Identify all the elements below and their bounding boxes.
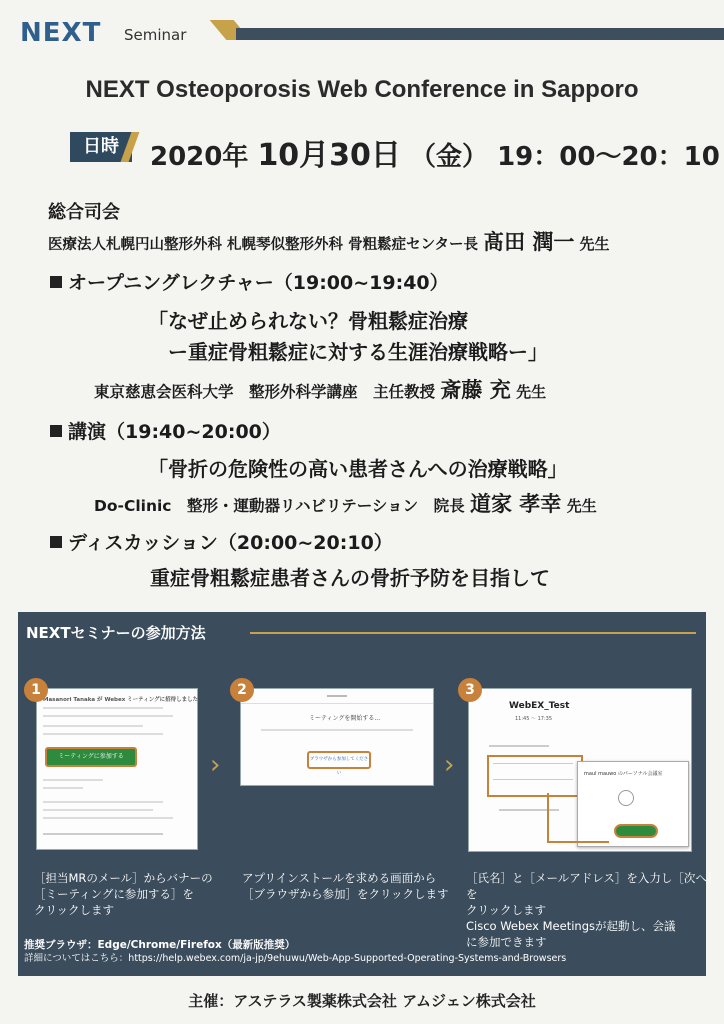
sponsor-line: 主催：アステラス製薬株式会社 アムジェン株式会社 xyxy=(188,992,536,1010)
next-logo: NEXT xyxy=(20,18,102,48)
browser-note xyxy=(24,938,566,966)
step3-number: 3 xyxy=(458,678,482,702)
lecture-title: 「骨折の危険性の高い患者さんへの治療戦略」 xyxy=(148,457,568,481)
popup-title: maul mauwo のパーソナル会議室 xyxy=(584,771,663,777)
section-heading-opening xyxy=(50,268,449,295)
page-title: NEXT Osteoporosis Web Conference in Sapporo xyxy=(85,76,639,103)
moderator-honorific: 先生 xyxy=(579,235,610,253)
opening-speaker-honorific: 先生 xyxy=(516,383,547,401)
opening-speaker xyxy=(94,374,546,404)
step1-caption-line3: クリックします xyxy=(34,903,115,917)
opening-title-line2: ー重症骨粗鬆症に対する生涯治療戦略ー」 xyxy=(168,340,548,364)
step3-screenshot xyxy=(468,688,692,852)
moderator-affiliation: 医療法人札幌円山整形外科 札幌琴似整形外科 骨粗鬆症センター長 xyxy=(48,237,479,253)
step3-shot-title: WebEX_Test xyxy=(509,701,570,711)
step3-shot-time: 11:45 ～ 17:35 xyxy=(515,716,552,722)
step3-caption-line3: Cisco Webex Meetingsが起動し、会議 xyxy=(466,919,676,933)
step1-caption-line1: ［担当MRのメール］からバナーの xyxy=(34,871,213,885)
date-badge: 日時 xyxy=(70,132,132,162)
name-email-fields[interactable] xyxy=(487,755,583,797)
section-heading-lecture xyxy=(50,417,281,444)
step1-shot-title: Masanori Tanaka が Webex ミーティングに招待しました。 xyxy=(43,697,204,703)
step3-caption-line4: に参加できます xyxy=(466,935,547,949)
bullet-square-icon xyxy=(50,425,62,437)
opening-speaker-affiliation: 東京慈恵会医科大学 整形外科学講座 主任教授 xyxy=(94,383,436,401)
lecture-speaker-affiliation: Do-Clinic 整形・運動器リハビリテーション 院長 xyxy=(94,497,465,515)
personal-room-popup xyxy=(577,761,689,847)
step1-caption-line2: ［ミーティングに参加する］を xyxy=(34,887,194,901)
logo-subtitle: Seminar xyxy=(124,26,187,44)
date-time: 19：00～20：10 xyxy=(497,142,720,172)
howto-heading: NEXTセミナーの参加方法 xyxy=(26,624,206,642)
opening-title-line1: 「なぜ止められない？骨粗鬆症治療 xyxy=(148,309,468,333)
browser-detail-link[interactable]: 詳細についてはこちら：https://help.webex.com/ja-jp/9ehuwu/Web-App-Supported-Operating-Systems-and-Browsers xyxy=(24,953,567,964)
bullet-square-icon xyxy=(50,536,62,548)
step2-screenshot xyxy=(240,688,434,786)
moderator-line xyxy=(48,226,609,256)
step2-caption-line2: ［ブラウザから参加］をクリックします xyxy=(242,887,449,901)
step3-caption-line1: ［氏名］と［メールアドレス］を入力し［次へ］を xyxy=(466,871,719,901)
moderator-name: 髙田 潤一 xyxy=(483,230,575,254)
step1-caption xyxy=(34,870,213,918)
chevron-right-icon: › xyxy=(210,750,221,780)
howto-heading-rule xyxy=(250,632,696,634)
step3-caption-line2: クリックします xyxy=(466,903,547,917)
section-heading-text: 講演（19:40~20:00） xyxy=(68,421,281,443)
step1-number: 1 xyxy=(24,678,48,702)
step2-caption-line1: アプリインストールを求める画面から xyxy=(242,871,437,885)
discussion-title: 重症骨粗鬆症患者さんの骨折予防を目指して xyxy=(150,566,550,590)
date-weekday: （金） xyxy=(410,142,489,172)
event-date xyxy=(150,130,720,174)
step2-shot-title: ミーティングを開始する... xyxy=(309,715,381,722)
step2-caption xyxy=(242,870,449,902)
header-band xyxy=(236,28,724,40)
date-month-day: 10月30日 xyxy=(257,138,401,173)
chevron-right-icon: › xyxy=(444,750,455,780)
section-heading-text: ディスカッション（20:00~20:10） xyxy=(68,532,393,554)
next-button[interactable] xyxy=(614,824,658,838)
browser-recommendation: 推奨ブラウザ：Edge/Chrome/Firefox（最新版推奨） xyxy=(24,939,296,951)
opening-speaker-name: 斎藤 充 xyxy=(440,378,511,402)
step2-number: 2 xyxy=(230,678,254,702)
bullet-square-icon xyxy=(50,276,62,288)
section-heading-discussion xyxy=(50,528,393,555)
lecture-speaker-name: 道家 孝幸 xyxy=(470,492,562,516)
section-heading-text: オープニングレクチャー（19:00~19:40） xyxy=(68,272,449,294)
step1-screenshot xyxy=(36,688,204,850)
date-year: 2020年 xyxy=(150,142,249,172)
moderator-label: 総合司会 xyxy=(48,202,120,223)
join-meeting-button[interactable]: ミーティングに参加する xyxy=(45,747,137,767)
join-from-browser-link[interactable]: ブラウザから参加してください xyxy=(307,751,371,769)
lecture-speaker-honorific: 先生 xyxy=(566,497,597,515)
lecture-speaker xyxy=(94,488,597,518)
